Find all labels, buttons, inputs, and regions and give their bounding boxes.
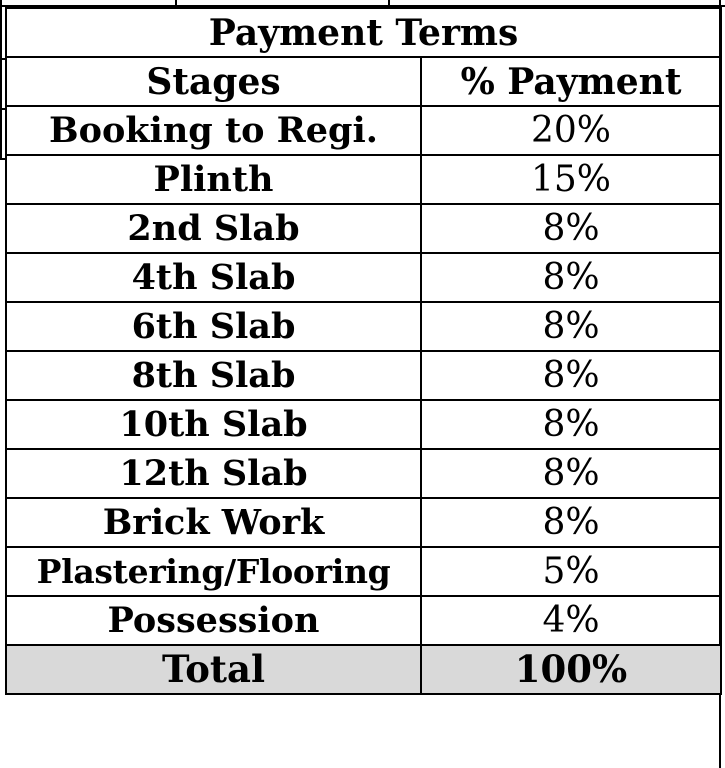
payment-cell: 5% [421, 547, 721, 596]
table-row [6, 253, 721, 302]
stage-cell: Plastering/Flooring [6, 547, 421, 596]
stage-cell: 12th Slab [6, 449, 421, 498]
title-row [6, 8, 721, 57]
table-row [6, 547, 721, 596]
stage-cell: Booking to Regi. [6, 106, 421, 155]
stage-cell: 6th Slab [6, 302, 421, 351]
stage-cell: Brick Work [6, 498, 421, 547]
table-row [6, 204, 721, 253]
stage-cell: 10th Slab [6, 400, 421, 449]
header-row [6, 57, 721, 106]
stage-cell: 8th Slab [6, 351, 421, 400]
column-header-payment: % Payment [421, 57, 721, 106]
payment-cell: 8% [421, 400, 721, 449]
cropped-table-divider [175, 0, 177, 7]
stage-cell: 2nd Slab [6, 204, 421, 253]
payment-cell: 8% [421, 351, 721, 400]
payment-cell: 8% [421, 498, 721, 547]
payment-cell: 8% [421, 302, 721, 351]
table-row [6, 351, 721, 400]
payment-cell: 8% [421, 449, 721, 498]
table-row [6, 302, 721, 351]
stage-cell: 4th Slab [6, 253, 421, 302]
payment-terms-table [5, 7, 722, 695]
payment-cell: 4% [421, 596, 721, 645]
table-row [6, 106, 721, 155]
payment-cell: 8% [421, 204, 721, 253]
table-title: Payment Terms [6, 8, 721, 57]
payment-cell: 15% [421, 155, 721, 204]
payment-cell: 8% [421, 253, 721, 302]
total-label: Total [6, 645, 421, 694]
table-row [6, 596, 721, 645]
stage-cell: Plinth [6, 155, 421, 204]
page-left-edge [0, 0, 2, 160]
table-row [6, 155, 721, 204]
total-row [6, 645, 721, 694]
total-value: 100% [421, 645, 721, 694]
table-row [6, 449, 721, 498]
stage-cell: Possession [6, 596, 421, 645]
column-header-stages: Stages [6, 57, 421, 106]
payment-cell: 20% [421, 106, 721, 155]
table-row [6, 400, 721, 449]
cropped-table-divider [388, 0, 390, 7]
table-row [6, 498, 721, 547]
